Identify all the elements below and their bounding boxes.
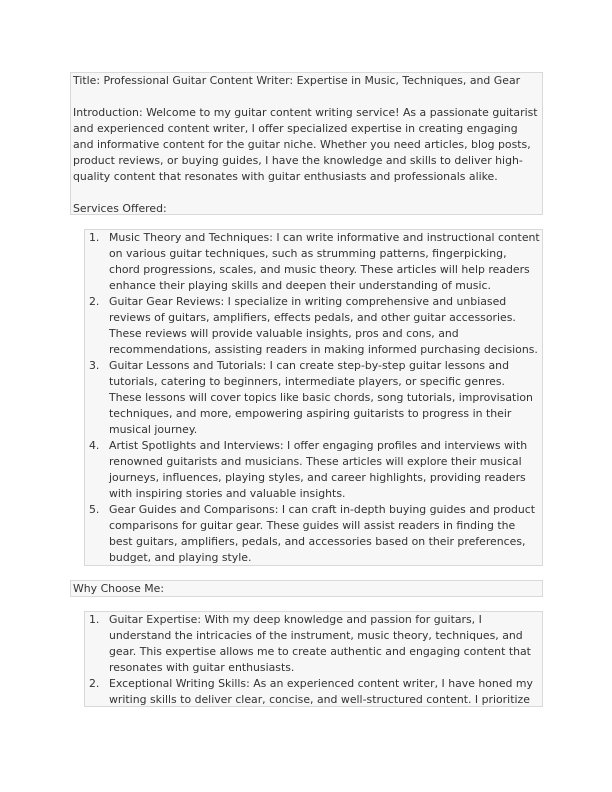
list-number: 3. <box>89 359 100 372</box>
list-item-text: Guitar Expertise: With my deep knowledge and passion for guitars, I understand the intricacies of the instrument, music theory, techniques, and gear. This expertise allows me to create authentic and engaging content that resonates with guitar enthusiasts. <box>109 613 531 674</box>
list-item-text: Guitar Gear Reviews: I specialize in writing comprehensive and unbiased reviews of guitars, amplifiers, effects pedals, and other guitar accessories. These reviews will provide valuable insights, pros and cons, and recommendations, assisting readers in making informed purchasing decisions. <box>109 295 538 356</box>
list-item-text: Artist Spotlights and Interviews: I offer engaging profiles and interviews with renowned guitarists and musicians. These articles will explore their musical journeys, influences, playing styles, and career highlights, providing readers with inspiring stories and valuable insights. <box>109 439 528 500</box>
list-item <box>85 438 542 502</box>
list-item <box>85 502 542 566</box>
list-item-text: Guitar Lessons and Tutorials: I can create step-by-step guitar lessons and tutorials, catering to beginners, intermediate players, or specific genres. These lessons will cover topics like basic chords, song tutorials, improvisation techniques, and more, empowering aspiring guitarists to progress in their musical journey. <box>109 359 533 436</box>
list-item <box>85 230 542 294</box>
list-item-text: Exceptional Writing Skills: As an experienced content writer, I have honed my writing skills to deliver clear, concise, and well-structured content. I prioritize <box>109 677 533 706</box>
introduction-paragraph: Introduction: Welcome to my guitar content writing service! As a passionate guitarist and experienced content writer, I offer specialized expertise in creating engaging and informative content for the guitar niche. Whether you need articles, blog posts, product reviews, or buying guides, I have the knowledge and skills to deliver high-quality content that resonates with guitar enthusiasts and professionals alike. <box>73 106 538 183</box>
list-number: 1. <box>89 231 100 244</box>
list-number: 1. <box>89 613 100 626</box>
list-number: 4. <box>89 439 100 452</box>
list-item <box>85 358 542 438</box>
document-title: Title: Professional Guitar Content Writer: Expertise in Music, Techniques, and Gear <box>73 74 521 87</box>
list-item-text: Gear Guides and Comparisons: I can craft in-depth buying guides and product comparisons for guitar gear. These guides will assist readers in finding the best guitars, amplifiers, pedals, and accessories based on their preferences, budget, and playing style. <box>109 503 536 564</box>
services-list-block <box>84 229 543 566</box>
list-number: 2. <box>89 295 100 308</box>
list-number: 5. <box>89 503 100 516</box>
why-list <box>85 612 542 707</box>
why-list-block <box>84 611 543 707</box>
why-heading-block <box>70 580 543 597</box>
list-item <box>85 676 542 707</box>
intro-block <box>70 72 543 215</box>
why-choose-heading: Why Choose Me: <box>73 582 165 595</box>
list-item <box>85 294 542 358</box>
list-number: 2. <box>89 677 100 690</box>
services-list <box>85 230 542 566</box>
list-item-text: Music Theory and Techniques: I can write informative and instructional content on various guitar techniques, such as strumming patterns, fingerpicking, chord progressions, scales, and music theory. These articles will help readers enhance their playing skills and deepen their understanding of music. <box>109 231 540 292</box>
services-heading: Services Offered: <box>73 202 167 215</box>
list-item <box>85 612 542 676</box>
